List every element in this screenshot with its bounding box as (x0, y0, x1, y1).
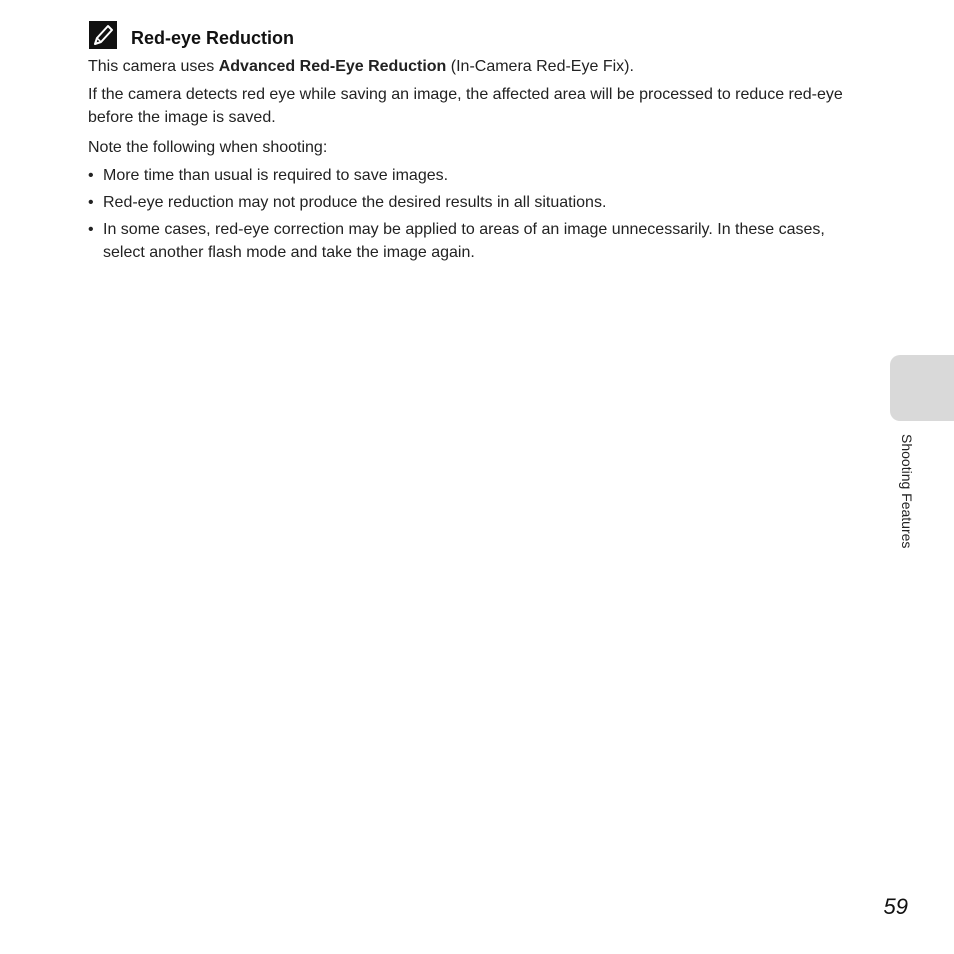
bullet-dot: • (88, 194, 94, 211)
list-item-text: More time than usual is required to save images. (103, 167, 449, 184)
intro-suffix: (In-Camera Red-Eye Fix). (446, 58, 634, 75)
intro-paragraph (88, 55, 858, 78)
detection-paragraph: If the camera detects red eye while saving an image, the affected area will be processed to reduce red-eye before the image is saved. (88, 86, 843, 126)
list-item-text: In some cases, red-eye correction may be applied to areas of an image unnecessarily. In these cases, select another flash mode and take the image again. (103, 221, 825, 261)
section-tab-label: Shooting Features (899, 434, 915, 549)
intro-bold-term: Advanced Red-Eye Reduction (218, 58, 447, 75)
intro-prefix: This camera uses (88, 58, 219, 75)
pencil-note-icon (89, 21, 117, 49)
section-tab[interactable] (890, 355, 954, 421)
shooting-note-paragraph: Note the following when shooting: (88, 139, 328, 156)
list-item-text: Red-eye reduction may not produce the desired results in all situations. (103, 194, 607, 211)
bullet-dot: • (88, 167, 94, 184)
page-number: 59 (883, 894, 908, 919)
note-title: Red-eye Reduction (131, 28, 295, 48)
list-item (88, 218, 848, 264)
notes-bullet-list (88, 164, 848, 268)
list-item (88, 164, 848, 187)
bullet-dot: • (88, 221, 94, 238)
list-item (88, 191, 848, 214)
